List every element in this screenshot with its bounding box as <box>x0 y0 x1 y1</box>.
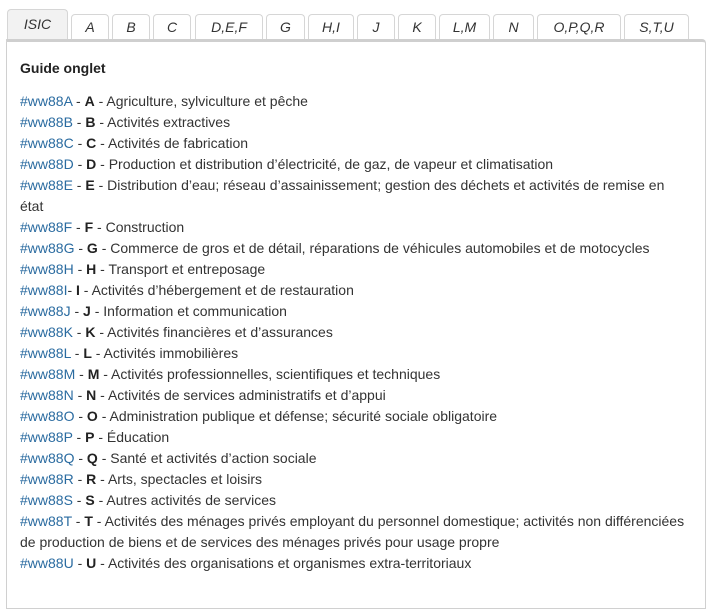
section-description: - Santé et activités d’action sociale <box>97 450 317 466</box>
list-item <box>20 154 690 175</box>
separator: - <box>72 177 86 193</box>
list-item <box>20 217 690 238</box>
list-item <box>20 175 690 217</box>
section-description: - Activités de services administratifs et d’appui <box>96 387 386 403</box>
tab-panel <box>6 39 706 609</box>
separator: - <box>72 324 86 340</box>
section-link[interactable]: #ww88Q <box>20 450 75 466</box>
section-letter: C <box>86 135 97 151</box>
separator: - <box>74 240 87 256</box>
tab-bar <box>0 0 715 40</box>
separator: - <box>73 156 87 172</box>
section-letter: G <box>86 240 98 256</box>
section-letter: M <box>87 366 100 382</box>
section-letter: P <box>85 429 95 445</box>
tab-h-i[interactable]: H,I <box>308 14 354 40</box>
section-letter: R <box>86 471 97 487</box>
separator: - <box>71 513 85 529</box>
tab-d-e-f[interactable]: D,E,F <box>195 14 263 40</box>
section-description: - Activités financières et d’assurances <box>95 324 333 340</box>
separator: - <box>72 219 85 235</box>
list-item <box>20 301 690 322</box>
tab-n[interactable]: N <box>493 14 534 40</box>
section-description: - Activités de fabrication <box>96 135 249 151</box>
section-link[interactable]: #ww88D <box>20 156 74 172</box>
section-link[interactable]: #ww88G <box>20 240 75 256</box>
section-link[interactable]: #ww88J <box>20 303 71 319</box>
separator: - <box>75 366 88 382</box>
section-link[interactable]: #ww88U <box>20 555 74 571</box>
section-letter: L <box>83 345 92 361</box>
section-link[interactable]: #ww88I <box>20 282 68 298</box>
section-link[interactable]: #ww88F <box>20 219 73 235</box>
list-item <box>20 364 690 385</box>
list-item <box>20 91 690 112</box>
list-item <box>20 385 690 406</box>
section-description: - Activités des organisations et organismes extra-territoriaux <box>96 555 472 571</box>
separator: - <box>72 114 86 130</box>
section-letter: B <box>85 114 96 130</box>
section-letter: U <box>86 555 97 571</box>
section-description: - Construction <box>93 219 185 235</box>
section-link[interactable]: #ww88B <box>20 114 73 130</box>
section-link[interactable]: #ww88O <box>20 408 75 424</box>
separator: - <box>67 282 77 298</box>
section-letter: D <box>86 156 97 172</box>
section-letter: F <box>84 219 94 235</box>
section-link[interactable]: #ww88H <box>20 261 74 277</box>
section-link[interactable]: #ww88P <box>20 429 73 445</box>
section-letter: T <box>84 513 93 529</box>
section-letter: N <box>86 387 97 403</box>
list-item <box>20 427 690 448</box>
section-description: - Activités extractives <box>95 114 231 130</box>
section-description: - Agriculture, sylviculture et pêche <box>94 93 308 109</box>
section-description: - Commerce de gros et de détail, réparations de véhicules automobiles et de motocycles <box>97 240 650 256</box>
separator: - <box>70 303 84 319</box>
separator: - <box>72 492 86 508</box>
section-description: - Transport et entreposage <box>96 261 266 277</box>
tab-b[interactable]: B <box>112 14 150 40</box>
list-item <box>20 322 690 343</box>
section-letter: E <box>85 177 95 193</box>
list-item <box>20 343 690 364</box>
section-letter: I <box>76 282 80 298</box>
tab-isic[interactable]: ISIC <box>7 9 68 40</box>
section-description: - Activités professionnelles, scientifiques et techniques <box>99 366 441 382</box>
tab-c[interactable]: C <box>153 14 191 40</box>
tab-s-t-u[interactable]: S,T,U <box>624 14 689 40</box>
section-description: - Éducation <box>94 429 170 445</box>
separator: - <box>74 408 87 424</box>
list-item <box>20 112 690 133</box>
section-link[interactable]: #ww88T <box>20 513 72 529</box>
section-link[interactable]: #ww88K <box>20 324 73 340</box>
separator: - <box>70 345 84 361</box>
section-link[interactable]: #ww88L <box>20 345 71 361</box>
separator: - <box>74 450 87 466</box>
section-link[interactable]: #ww88N <box>20 387 74 403</box>
section-description: - Information et communication <box>90 303 287 319</box>
section-description: - Distribution d’eau; réseau d’assainissement; gestion des déchets et activités de remise en état <box>20 177 665 214</box>
isic-section-list <box>20 91 690 574</box>
tab-g[interactable]: G <box>266 14 305 40</box>
section-letter: H <box>86 261 97 277</box>
section-letter: S <box>85 492 95 508</box>
section-description: - Production et distribution d’électricité, de gaz, de vapeur et climatisation <box>96 156 554 172</box>
separator: - <box>73 261 87 277</box>
section-link[interactable]: #ww88A <box>20 93 73 109</box>
section-description: - Activités des ménages privés employant du personnel domestique; activités non différenciées de production de biens et de services des ménages privés pour usage propre <box>20 513 685 550</box>
list-item <box>20 553 690 574</box>
section-link[interactable]: #ww88S <box>20 492 73 508</box>
section-link[interactable]: #ww88M <box>20 366 76 382</box>
tab-k[interactable]: K <box>398 14 436 40</box>
separator: - <box>73 555 87 571</box>
separator: - <box>73 135 87 151</box>
list-item <box>20 448 690 469</box>
list-item <box>20 469 690 490</box>
list-item <box>20 511 690 553</box>
panel-title: Guide onglet <box>20 60 106 76</box>
list-item <box>20 133 690 154</box>
tab-o-p-q-r[interactable]: O,P,Q,R <box>537 14 621 40</box>
section-link[interactable]: #ww88E <box>20 177 73 193</box>
tab-l-m[interactable]: L,M <box>439 14 490 40</box>
section-letter: J <box>83 303 91 319</box>
section-link[interactable]: #ww88C <box>20 135 74 151</box>
section-description: - Activités immobilières <box>91 345 239 361</box>
section-link[interactable]: #ww88R <box>20 471 74 487</box>
list-item <box>20 259 690 280</box>
separator: - <box>73 471 87 487</box>
tab-a[interactable]: A <box>71 14 109 40</box>
section-description: - Autres activités de services <box>94 492 277 508</box>
section-description: - Administration publique et défense; sécurité sociale obligatoire <box>97 408 498 424</box>
separator: - <box>73 387 87 403</box>
section-description: - Activités d’hébergement et de restauration <box>79 282 354 298</box>
separator: - <box>72 429 86 445</box>
tab-j[interactable]: J <box>357 14 395 40</box>
list-item <box>20 406 690 427</box>
separator: - <box>72 93 85 109</box>
section-letter: A <box>84 93 95 109</box>
list-item <box>20 238 690 259</box>
list-item <box>20 280 690 301</box>
section-description: - Arts, spectacles et loisirs <box>96 471 262 487</box>
list-item <box>20 490 690 511</box>
section-letter: O <box>86 408 98 424</box>
section-letter: K <box>85 324 96 340</box>
section-letter: Q <box>86 450 98 466</box>
